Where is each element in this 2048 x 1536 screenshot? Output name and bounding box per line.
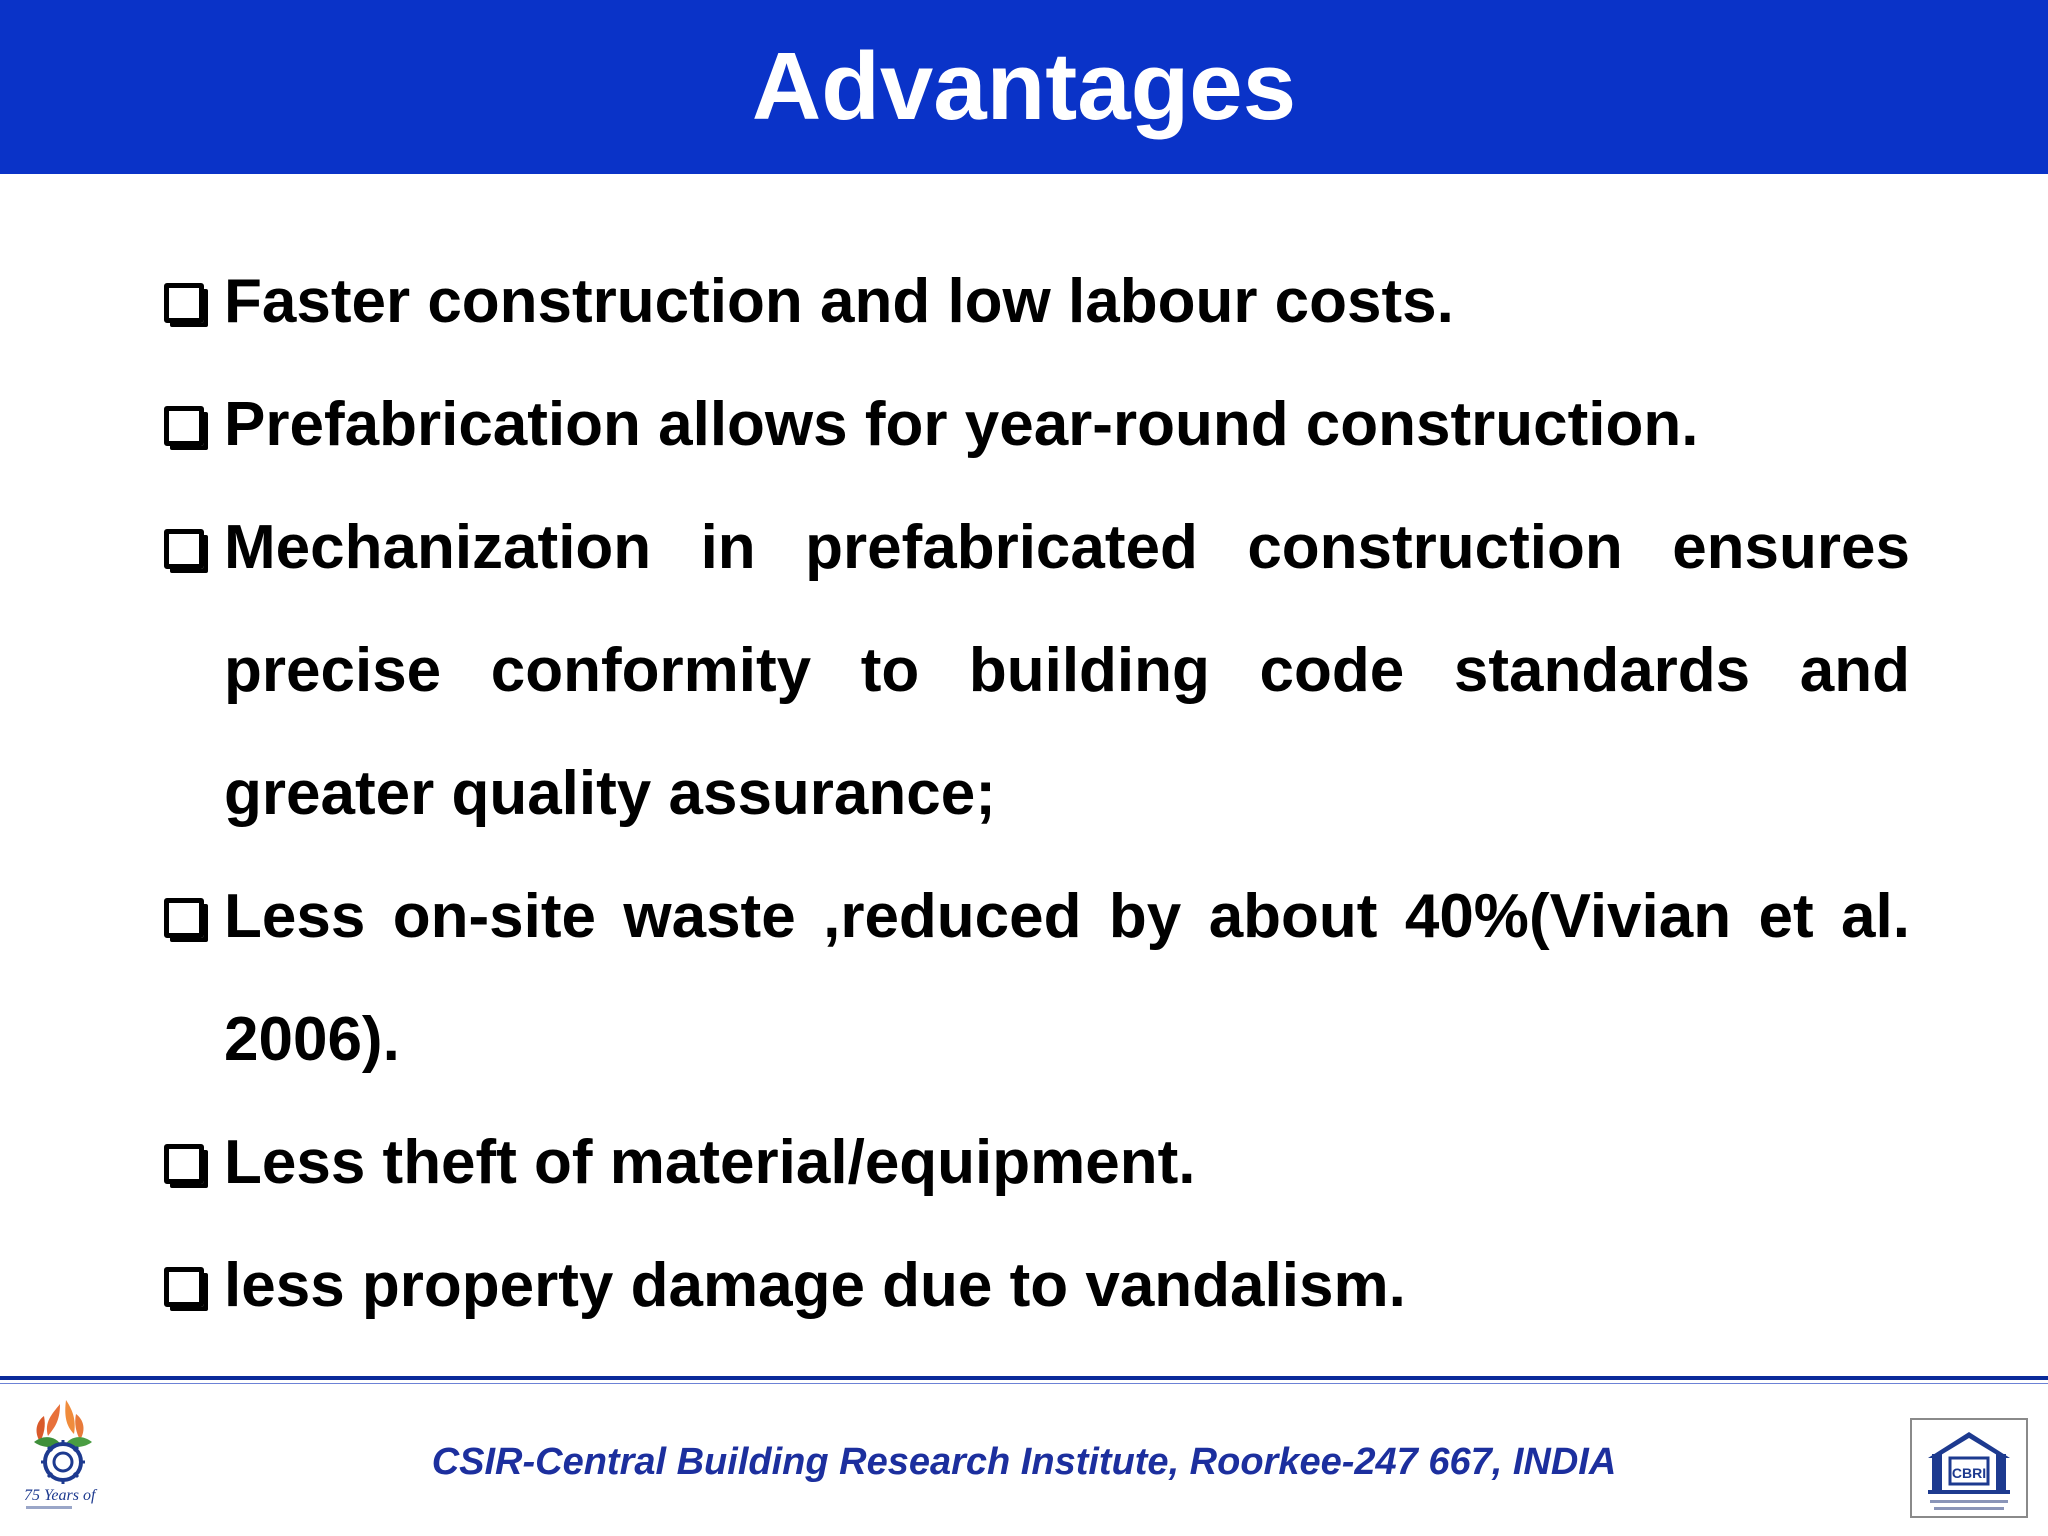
footer-divider-thin: [0, 1383, 2048, 1384]
checkbox-bullet-icon: [164, 1267, 204, 1307]
cbri-logo-icon: [1910, 1418, 2028, 1518]
bullet-item: [160, 486, 1910, 855]
bullet-item: [160, 363, 1910, 486]
slide-title: Advantages: [751, 33, 1297, 140]
footer-divider: [0, 1376, 2048, 1380]
institute-footer-text: CSIR-Central Building Research Institute, Roorkee-247 667, INDIA: [431, 1441, 1617, 1483]
bullet-text: Less on-site waste ,reduced by about 40%(Vivian et al. 2006).: [224, 882, 1910, 1074]
checkbox-bullet-icon: [164, 529, 204, 569]
bullet-list: [160, 240, 1910, 1347]
bullet-text: Less theft of material/equipment.: [224, 1128, 1196, 1197]
bullet-text: less property damage due to vandalism.: [224, 1251, 1406, 1320]
bullet-item: [160, 855, 1910, 1101]
checkbox-bullet-icon: [164, 406, 204, 446]
bullet-item: [160, 1101, 1910, 1224]
bullet-text: Prefabrication allows for year-round construction.: [224, 390, 1699, 459]
checkbox-bullet-icon: [164, 283, 204, 323]
checkbox-bullet-icon: [164, 898, 204, 938]
bullet-text: Faster construction and low labour costs.: [224, 267, 1454, 336]
svg-text:75 Years of: 75 Years of: [24, 1487, 96, 1504]
bullet-item: [160, 240, 1910, 363]
bullet-text: Mechanization in prefabricated construction ensures precise conformity to building code standards and greater quality assurance;: [224, 513, 1910, 828]
bullet-item: [160, 1224, 1910, 1347]
svg-text:CBRI: CBRI: [1951, 1465, 1987, 1481]
checkbox-bullet-icon: [164, 1144, 204, 1184]
